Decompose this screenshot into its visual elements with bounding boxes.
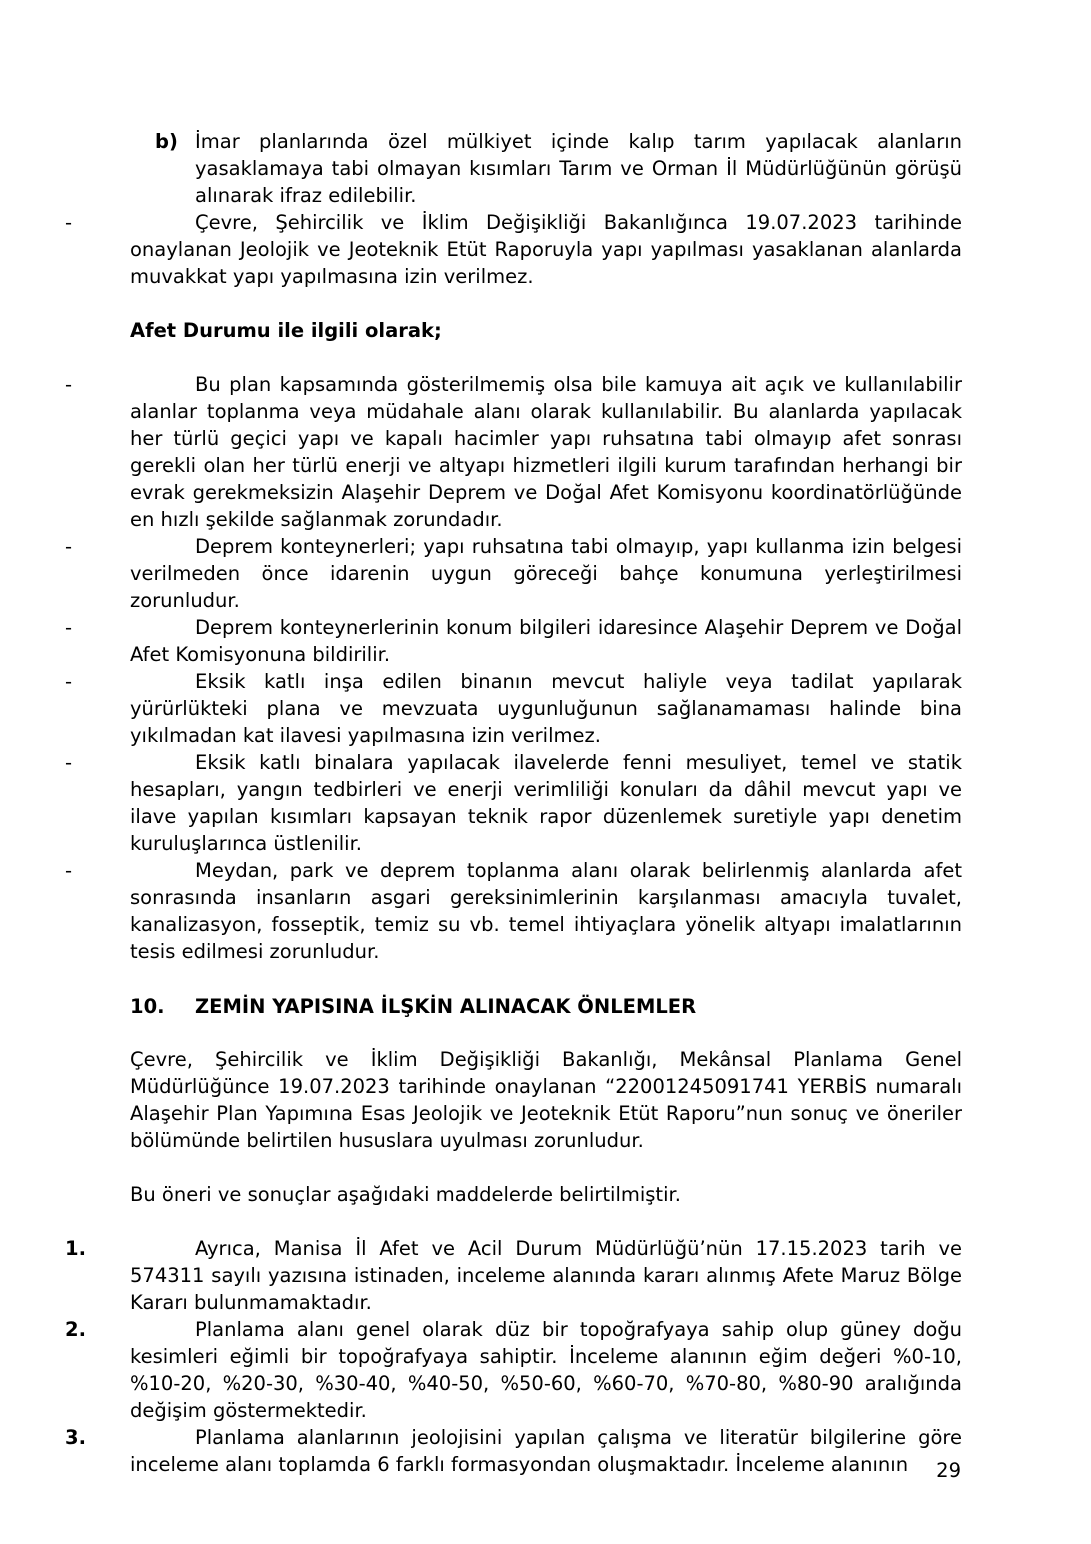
document-body	[65, 128, 962, 1478]
list-item-text: Planlama alanlarının jeolojisini yapılan çalışma ve literatür bilgilerine göre inceleme alanı toplamda 6 farklı formasyondan oluşmaktadır. İnceleme alanının	[130, 1426, 962, 1476]
list-item-text: Eksik katlı binalara yapılacak ilavelerde fenni mesuliyet, temel ve statik hesapları, yangın tedbirleri ve enerji verimliliği konuları da dâhil mevcut yapı ve ilave yapılan kısımları kapsayan teknik rapor düzenlemek suretiyle yapı denetim kuruluşlarınca üstlenilir.	[130, 751, 962, 855]
numbered-item	[65, 1424, 962, 1478]
list-marker: -	[65, 859, 73, 882]
list-marker: 3.	[65, 1426, 86, 1449]
section-number: 10.	[130, 995, 165, 1018]
afet-item	[65, 749, 962, 857]
section-intro: Çevre, Şehircilik ve İklim Değişikliği Bakanlığı, Mekânsal Planlama Genel Müdürlüğünce 19.07.2023 tarihinde onaylanan “22001245091741 YERBİS numaralı Alaşehir Plan Yapımına Esas Jeolojik ve Jeoteknik Etüt Raporu”nun sonuç ve öneriler bölümünde belirtilen hususlara uyulması zorunludur.	[130, 1048, 962, 1152]
list-marker: -	[65, 535, 73, 558]
list-item-text: Bu plan kapsamında gösterilmemiş olsa bile kamuya ait açık ve kullanılabilir alanlar toplanma veya müdahale alanı olarak kullanılabilir. Bu alanlarda yapılacak her türlü geçici yapı ve kapalı hacimler yapı ruhsatına tabi olmayıp afet sonrası gerekli olan her türlü enerji ve altyapı hizmetleri ilgili kurum tarafından herhangi bir evrak gerekmeksizin Alaşehir Deprem ve Doğal Afet Komisyonu koordinatörlüğünde en hızlı şekilde sağlanmak zorundadır.	[130, 373, 962, 531]
list-item-text: Deprem konteynerleri; yapı ruhsatına tabi olmayıp, yapı kullanma izin belgesi verilmeden önce idarenin uygun göreceği bahçe konumuna yerleştirilmesi zorunludur.	[130, 535, 962, 612]
afet-item	[65, 857, 962, 965]
numbered-item	[65, 1316, 962, 1424]
section-lead: Bu öneri ve sonuçlar aşağıdaki maddelerde belirtilmiştir.	[130, 1183, 681, 1206]
afet-item	[65, 371, 962, 533]
list-item-dash	[65, 209, 962, 290]
list-marker: -	[65, 670, 73, 693]
list-marker: -	[65, 211, 73, 234]
section-heading	[130, 993, 962, 1020]
spacer	[130, 1154, 962, 1181]
list-item-text: Planlama alanı genel olarak düz bir topoğrafyaya sahip olup güney doğu kesimleri eğimli bir topoğrafyaya sahiptir. İnceleme alanının eğim değeri %0-10, %10-20, %20-30, %30-40, %40-50, %50-60, %60-70, %70-80, %80-90 aralığında değişim göstermektedir.	[130, 1318, 962, 1422]
afet-item	[65, 668, 962, 749]
list-marker: -	[65, 751, 73, 774]
afet-heading: Afet Durumu ile ilgili olarak;	[130, 319, 442, 342]
list-marker: b)	[155, 130, 178, 153]
page-number: 29	[936, 1459, 961, 1482]
list-item-text: Deprem konteynerlerinin konum bilgileri idaresince Alaşehir Deprem ve Doğal Afet Komisyonuna bildirilir.	[130, 616, 962, 666]
list-item-text: Meydan, park ve deprem toplanma alanı olarak belirlenmiş alanlarda afet sonrasında insanların asgari gereksinimlerinin karşılanması amacıyla tuvalet, kanalizasyon, fosseptik, temiz su vb. temel ihtiyaçlara yönelik altyapı imalatlarının tesis edilmesi zorunludur.	[130, 859, 962, 963]
numbered-item	[65, 1235, 962, 1316]
section-title: ZEMİN YAPISINA İLŞKİN ALINACAK ÖNLEMLER	[195, 995, 697, 1018]
list-item-text: Ayrıca, Manisa İl Afet ve Acil Durum Müdürlüğü’nün 17.15.2023 tarih ve 574311 sayılı yazısına istinaden, inceleme alanında kararı alınmış Afete Maruz Bölge Kararı bulunmamaktadır.	[130, 1237, 962, 1314]
list-item-text: Çevre, Şehircilik ve İklim Değişikliği Bakanlığınca 19.07.2023 tarihinde onaylanan Jeolojik ve Jeoteknik Etüt Raporuyla yapı yapılması yasaklanan alanlarda muvakkat yapı yapılmasına izin verilmez.	[130, 211, 962, 288]
list-item-text: İmar planlarında özel mülkiyet içinde kalıp tarım yapılacak alanların yasaklamaya tabi olmayan kısımları Tarım ve Orman İl Müdürlüğünün görüşü alınarak ifraz edilebilir.	[195, 130, 962, 207]
spacer	[130, 1208, 962, 1235]
list-item-b	[130, 128, 962, 209]
afet-item	[65, 614, 962, 668]
list-marker: -	[65, 616, 73, 639]
list-marker: -	[65, 373, 73, 396]
list-marker: 1.	[65, 1237, 86, 1260]
list-marker: 2.	[65, 1318, 86, 1341]
afet-item	[65, 533, 962, 614]
list-item-text: Eksik katlı inşa edilen binanın mevcut haliyle veya tadilat yapılarak yürürlükteki plana ve mevzuata uygunluğunun sağlanamaması halinde bina yıkılmadan kat ilavesi yapılmasına izin verilmez.	[130, 670, 962, 747]
